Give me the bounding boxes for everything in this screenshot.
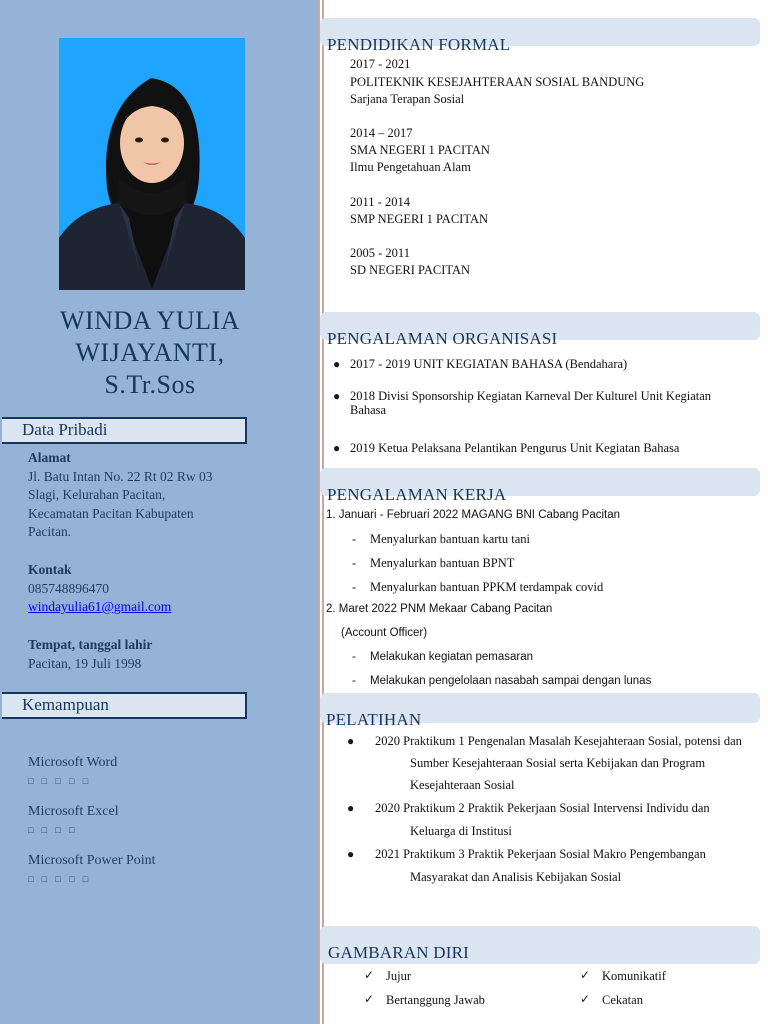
kontak-block (28, 561, 288, 617)
bullet-icon: ● (333, 441, 341, 455)
pelatihan-title: PELATIHAN (326, 710, 422, 729)
kontak-label: Kontak (28, 562, 72, 577)
pelatihan-line: 2021 Praktikum 3 Praktik Pekerjaan Sosial Makro Pengembangan (375, 847, 706, 861)
edu-major: Ilmu Pengetahuan Alam (350, 160, 471, 174)
email-link[interactable]: windayulia61@gmail.com (28, 599, 172, 614)
ttl-label: Tempat, tanggal lahir (28, 637, 153, 652)
bullet-icon: ● (333, 389, 341, 403)
data-pribadi-header: Data Pribadi (2, 417, 247, 444)
check-icon: ✓ (364, 992, 375, 1006)
organisasi-item: 2018 Divisi Sponsorship Kegiatan Karneval Der Kulturel Unit Kegiatan (350, 389, 712, 403)
trait: Bertanggung Jawab (386, 993, 485, 1007)
dash-icon: - (352, 675, 356, 687)
dash-icon: - (352, 580, 357, 594)
skill-rating: □ □ □ □ □ (28, 874, 92, 884)
trait: Komunikatif (602, 969, 666, 983)
kerja-title: PENGALAMAN KERJA (327, 485, 507, 504)
edu-years: 2017 - 2021 (350, 57, 411, 71)
pelatihan-line: Masyarakat dan Analisis Kebijakan Sosial (410, 870, 622, 884)
edu-school: SMP NEGERI 1 PACITAN (350, 212, 489, 226)
check-icon: ✓ (364, 968, 375, 982)
skill-name: Microsoft Power Point (28, 853, 156, 868)
job-entry: 2. Maret 2022 PNM Mekaar Cabang Pacitan (326, 603, 553, 615)
ttl-value: Pacitan, 19 Juli 1998 (28, 655, 142, 671)
alamat-line: Slagi, Kelurahan Pacitan, (28, 487, 166, 502)
organisasi-item: 2017 - 2019 UNIT KEGIATAN BAHASA (Bendahara) (350, 357, 628, 371)
edu-school: SD NEGERI PACITAN (350, 263, 471, 277)
organisasi-item: 2019 Ketua Pelaksana Pelantikan Pengurus Unit Kegiatan Bahasa (350, 441, 680, 455)
name-line-1: WINDA YULIA (60, 306, 240, 335)
bullet-icon: ● (333, 357, 341, 371)
alamat-line: Kecamatan Pacitan Kabupaten (28, 505, 194, 521)
job-entry: 1. Januari - Februari 2022 MAGANG BNI Cabang Pacitan (326, 509, 621, 521)
pelatihan-line: 2020 Praktikum 1 Pengenalan Masalah Kesejahteraan Sosial, potensi dan (375, 734, 742, 748)
pelatihan-line: Kesejahteraan Sosial (410, 778, 515, 792)
sidebar (0, 0, 320, 1024)
edu-years: 2014 – 2017 (350, 126, 413, 140)
dash-icon: - (352, 556, 357, 570)
trait: Cekatan (602, 993, 643, 1007)
job-role: (Account Officer) (341, 627, 428, 639)
pelatihan-line: Sumber Kesejahteraan Sosial serta Kebijakan dan Program (410, 756, 706, 770)
alamat-line: Jl. Batu Intan No. 22 Rt 02 Rw 03 (28, 468, 213, 484)
profile-photo (59, 38, 245, 290)
edu-years: 2005 - 2011 (350, 246, 410, 260)
name-line-2: WIJAYANTI, (75, 338, 225, 367)
skill-name: Microsoft Excel (28, 804, 119, 819)
edu-school: POLITEKNIK KESEJAHTERAAN SOSIAL BANDUNG (350, 75, 645, 89)
organisasi-title: PENGALAMAN ORGANISASI (327, 329, 558, 348)
skill-rating: □ □ □ □ (28, 825, 78, 835)
dash-icon: - (352, 532, 357, 546)
alamat-label: Alamat (28, 450, 71, 465)
job-task: Menyalurkan bantuan BPNT (370, 556, 515, 570)
name-line-3: S.Tr.Sos (104, 370, 196, 399)
alamat-block (28, 449, 288, 542)
ttl-block (28, 636, 288, 673)
phone-number: 085748896470 (28, 580, 109, 596)
job-task: Melakukan kegiatan pemasaran (370, 651, 534, 663)
edu-school: SMA NEGERI 1 PACITAN (350, 143, 490, 157)
bullet-icon: ● (347, 801, 355, 815)
check-icon: ✓ (580, 992, 591, 1006)
pelatihan-line: Keluarga di Institusi (410, 824, 512, 838)
kemampuan-header: Kemampuan (2, 692, 247, 719)
edu-major: Sarjana Terapan Sosial (350, 92, 465, 106)
alamat-line: Pacitan. (28, 524, 72, 539)
check-icon: ✓ (580, 968, 591, 982)
job-task: Melakukan pengelolaan nasabah sampai dengan lunas (370, 675, 652, 687)
pelatihan-line: 2020 Praktikum 2 Praktik Pekerjaan Sosial Intervensi Individu dan (375, 801, 710, 815)
bullet-icon: ● (347, 734, 355, 748)
job-task: Menyalurkan bantuan kartu tani (370, 532, 531, 546)
person-name (20, 305, 280, 401)
job-task: Menyalurkan bantuan PPKM terdampak covid (370, 580, 604, 594)
skill-name: Microsoft Word (28, 755, 118, 770)
divider-line (322, 0, 324, 1024)
pendidikan-title: PENDIDIKAN FORMAL (327, 35, 511, 54)
edu-years: 2011 - 2014 (350, 195, 410, 209)
organisasi-item-cont: Bahasa (350, 403, 387, 417)
bullet-icon: ● (347, 847, 355, 861)
skill-rating: □ □ □ □ □ (28, 776, 92, 786)
trait: Jujur (386, 969, 411, 983)
gambaran-title: GAMBARAN DIRI (328, 943, 469, 962)
dash-icon: - (352, 651, 356, 663)
